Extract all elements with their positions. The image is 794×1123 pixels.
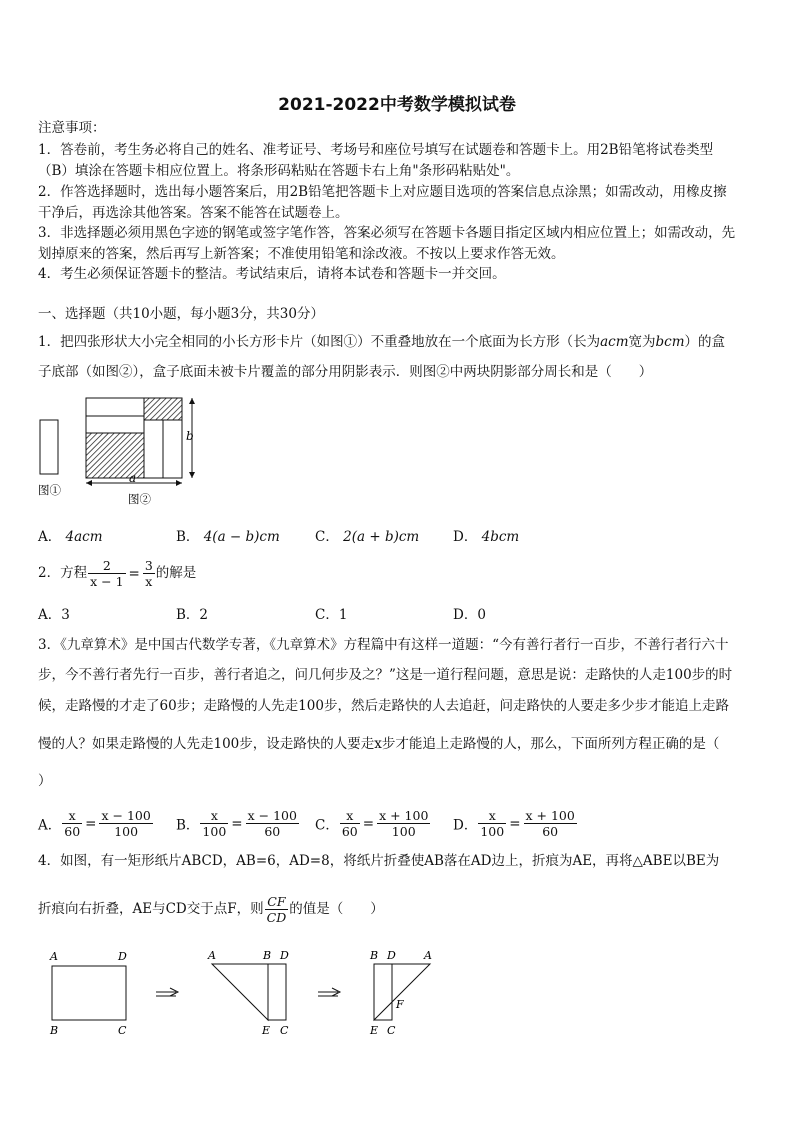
notice-line: 4．考生必须保证答题卡的整洁。考试结束后，请将本试卷和答题卡一并交回。 (38, 266, 506, 282)
notice-line: 1．答卷前，考生务必将自己的姓名、准考证号、考场号和座位号填写在试题卷和答题卡上。用2B铅笔将试卷类型 (38, 142, 714, 158)
notice-line: 2．作答选择题时，选出每小题答案后，用2B铅笔把答题卡上对应题目选项的答案信息点涂黑；如需改动，用橡皮擦 (38, 184, 727, 200)
svg-text:E: E (262, 1024, 271, 1037)
rect-abcd (52, 966, 126, 1020)
q1-option-b[interactable]: B． 4(a − b)cm (176, 529, 280, 545)
folded-triangle-right (374, 964, 430, 1020)
svg-text:C: C (280, 1024, 289, 1037)
q3-option-d[interactable]: D． $\frac{x}{100}$ = $\frac{x + 100}{60}$ (453, 808, 575, 839)
svg-text:B: B (370, 949, 379, 962)
q2-option-c[interactable]: C．1 (315, 607, 348, 623)
svg-text:B: B (263, 949, 272, 962)
section-heading: 一、选择题（共10小题，每小题3分，共30分） (38, 306, 324, 322)
question-3-line: ） (38, 773, 52, 789)
svg-text:D: D (280, 949, 289, 962)
question-1-line-2: 子底部（如图②），盒子底面未被卡片覆盖的部分用阴影表示．则图②中两块阴影部分周长和是（ ） (38, 364, 653, 380)
folded-triangle (212, 964, 268, 1020)
q1-bcm: bcm (655, 334, 685, 350)
svg-text:C: C (387, 1024, 396, 1037)
question-3-line: 步，今不善行者先行一百步，善行者追之，问几何步及之？”这是一道行程问题，意思是说：走路快的人走100步的时 (38, 667, 733, 683)
q1-text-end: ）的盒 (684, 334, 726, 350)
q2-option-a[interactable]: A．3 (38, 607, 70, 623)
q4-figure (40, 944, 460, 1040)
q2-option-d[interactable]: D．0 (453, 607, 486, 623)
label-b: b (186, 429, 194, 443)
fig1-caption: 图① (38, 483, 61, 497)
q3-option-a[interactable]: A． $\frac{x}{60}$ = $\frac{x - 100}{100}$ (38, 808, 151, 839)
q3-option-b[interactable]: B． $\frac{x}{100}$ = $\frac{x - 100}{60}$ (176, 808, 297, 839)
question-1-line-1 (38, 333, 725, 351)
q1-option-d[interactable]: D． 4bcm (453, 529, 520, 545)
svg-text:E: E (370, 1024, 379, 1037)
svg-text:C: C (118, 1024, 127, 1037)
page-title: 2021-2022中考数学模拟试卷 (278, 95, 516, 115)
arrow-right-icon (156, 988, 178, 996)
question-4-line-1: 4．如图，有一矩形纸片ABCD，AB=6，AD=8，将纸片折叠使AB落在AD边上，折痕为AE，再将△ABE以BE为 (38, 853, 720, 869)
notice-line: 划掉原来的答案，然后再写上新答案；不准使用铅笔和涂改液。不按以上要求作答无效。 (38, 246, 565, 262)
label-a: a (129, 471, 137, 485)
q2-fraction-left: $\frac{2}{x - 1}$ (90, 558, 124, 589)
shaded-region-top (144, 398, 182, 420)
q2-option-b[interactable]: B．2 (176, 607, 209, 623)
small-card-rect (40, 420, 58, 474)
svg-text:D: D (118, 950, 127, 963)
svg-text:A: A (208, 949, 216, 962)
svg-text:B: B (50, 1024, 59, 1037)
svg-text:A: A (424, 949, 432, 962)
notice-line: 3．非选择题必须用黑色字迹的钢笔或签字笔作答，答案必须写在答题卡各题目指定区域内相应位置上；如需改动，先 (38, 225, 736, 241)
question-3-line: 3．《九章算术》是中国古代数学专著，《九章算术》方程篇中有这样一道题：“今有善行者行一百步，不善行者行六十 (38, 637, 729, 653)
question-4-line-2: 折痕向右折叠，AE与CD交于点F，则 $\frac{CF}{CD}$ 的值是（ ） (38, 894, 384, 925)
q1-text: 1．把四张形状大小完全相同的小长方形卡片（如图①）不重叠地放在一个底面为长方形（长为 (38, 334, 601, 350)
q3-option-c[interactable]: C． $\frac{x}{60}$ = $\frac{x + 100}{100}$ (315, 808, 429, 839)
question-3-line: 候，走路慢的才走了60步；走路慢的人先走100步，然后走路快的人去追赶，问走路快的人要走多少步才能追上走路 (38, 698, 729, 714)
q1-option-c[interactable]: C． 2(a + b)cm (315, 529, 420, 545)
fig2-caption: 图② (128, 492, 151, 506)
notice-line: 干净后，再选涂其他答案。答案不能答在试题卷上。 (38, 205, 349, 221)
q2-fraction-right: $\frac{3}{x}$ (144, 558, 153, 589)
q1-option-a[interactable]: A． 4acm (38, 529, 103, 545)
arrow-right-icon (318, 988, 340, 996)
notice-heading: 注意事项： (38, 120, 106, 136)
question-3-line: 慢的人？如果走路慢的人先走100步，设走路快的人要走x步才能追上走路慢的人，那么，下面所列方程正确的是（ (38, 736, 720, 752)
q1-acm: acm (600, 334, 629, 350)
q1-kuan: 宽为 (628, 334, 656, 350)
svg-text:F: F (396, 998, 404, 1011)
svg-text:D: D (387, 949, 396, 962)
svg-text:A: A (50, 950, 58, 963)
q2-prefix: 2．方程 (38, 565, 88, 581)
question-2: 2．方程 $\frac{2}{x - 1}$ = $\frac{3}{x}$ 的解是 (38, 558, 197, 589)
q1-figure (36, 392, 206, 512)
q4-fraction: $\frac{CF}{CD}$ (266, 894, 287, 925)
q2-suffix: 的解是 (155, 565, 197, 581)
notice-line: （B）填涂在答题卡相应位置上。将条形码粘贴在答题卡右上角"条形码粘贴处"。 (38, 163, 520, 179)
